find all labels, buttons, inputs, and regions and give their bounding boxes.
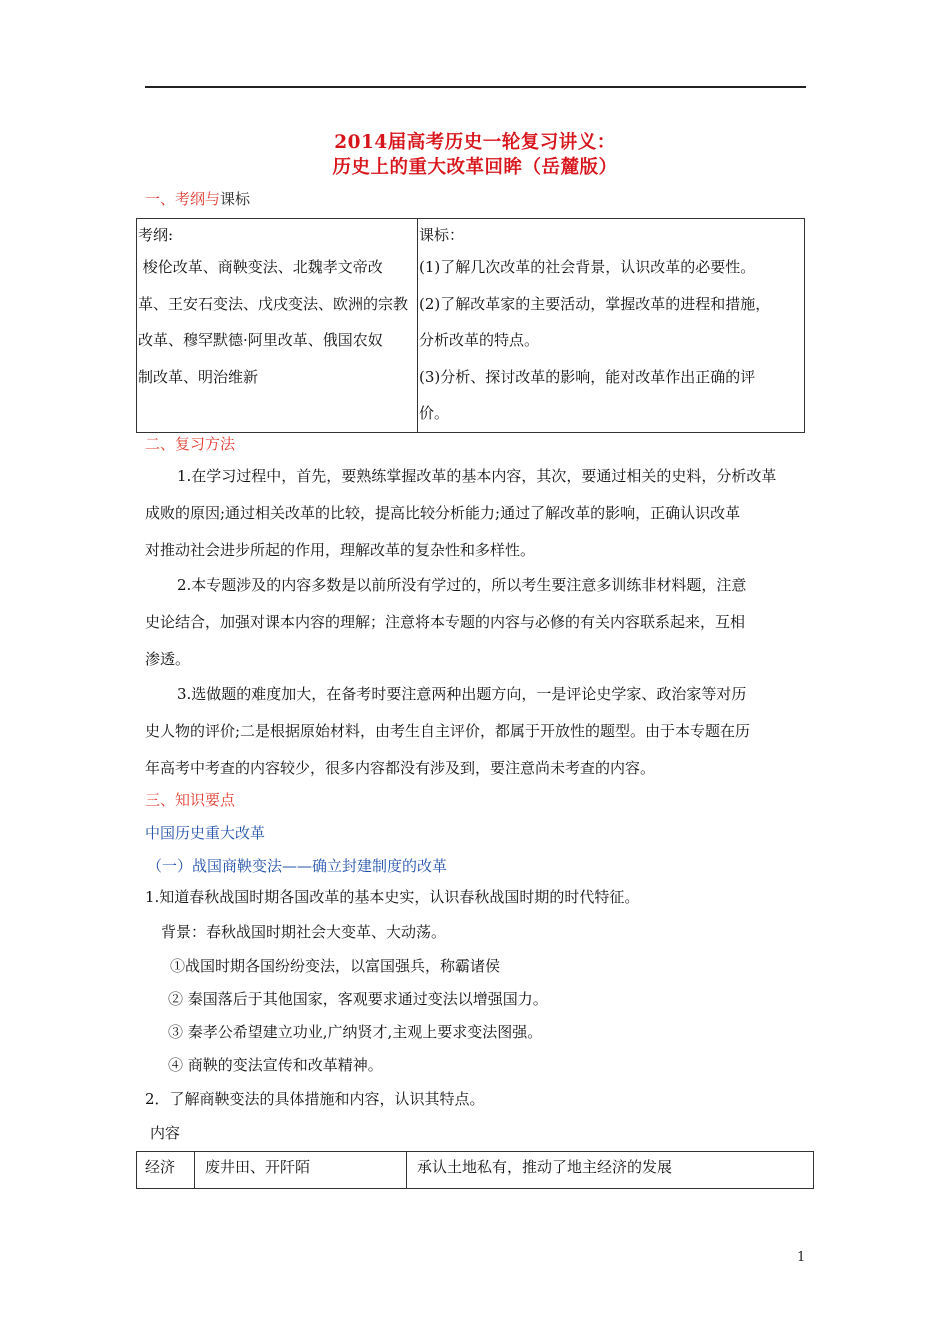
table-cell-category: 经济 <box>137 1152 195 1189</box>
table-row <box>137 1152 814 1189</box>
background-line: 背景：春秋战国时期社会大变革、大动荡。 <box>161 923 447 941</box>
method-paragraph-3 <box>145 676 807 787</box>
content-label: 内容 <box>150 1124 181 1142</box>
method-2-line: 史论结合，加强对课本内容的理解；注意将本专题的内容与必修的有关内容联系起来，互相 <box>145 613 746 631</box>
method-3-line: 3.选做题的难度加大，在备考时要注意两种出题方向，一是评论史学家、政治家等对历 <box>177 685 747 703</box>
section1-heading-red: 一、考纲与 <box>145 190 221 208</box>
method-paragraph-1 <box>145 458 807 569</box>
method-1-line: 1.在学习过程中，首先，要熟练掌握改革的基本内容，其次，要通过相关的史料，分析改革 <box>177 467 777 485</box>
page-number: 1 <box>797 1250 806 1265</box>
kebiao-label: 课标： <box>419 226 465 244</box>
background-point: ④ 商鞅的变法宣传和改革精神。 <box>168 1056 383 1074</box>
method-2-line: 2.本专题涉及的内容多数是以前所没有学过的，所以考生要注意多训练非材料题，注意 <box>177 576 747 594</box>
section3-heading: 三、知识要点 <box>145 791 236 809</box>
section1-heading-black: 课标 <box>220 190 251 208</box>
kaogang-line: 革、王安石变法、戊戌变法、欧洲的宗教 <box>138 294 409 313</box>
section3-subheading: 中国历史重大改革 <box>145 824 266 842</box>
measures-table <box>136 1151 814 1189</box>
knowledge-item-1: 1.知道春秋战国时期各国改革的基本史实，认识春秋战国时期的时代特征。 <box>145 888 640 906</box>
section1-heading <box>145 188 250 209</box>
kaogang-line: 制改革、明治维新 <box>138 367 259 386</box>
kebiao-line: (2)了解改革家的主要活动，掌握改革的进程和措施， <box>419 294 771 313</box>
section3-subsubheading: （一）战国商鞅变法——确立封建制度的改革 <box>147 857 448 875</box>
background-point: ③ 秦孝公希望建立功业,广纳贤才,主观上要求变法图强。 <box>168 1023 543 1041</box>
method-1-line: 成败的原因;通过相关改革的比较，提高比较分析能力;通过了解改革的影响，正确认识改革 <box>145 504 741 522</box>
doc-title-line2: 历史上的重大改革回眸（岳麓版） <box>332 157 618 178</box>
kebiao-line: 价。 <box>419 404 450 422</box>
kebiao-cell <box>418 219 805 433</box>
background-point: ①战国时期各国纷纷变法，以富国强兵，称霸诸侯 <box>170 957 501 975</box>
header-rule <box>145 86 806 88</box>
kebiao-line: 分析改革的特点。 <box>419 331 540 349</box>
kaogang-line: 梭伦改革、商鞅变法、北魏孝文帝改 <box>138 258 383 276</box>
kaogang-label: 考纲: <box>138 226 174 244</box>
method-1-line: 对推动社会进步所起的作用，理解改革的复杂性和多样性。 <box>145 541 536 559</box>
table-cell-effect: 承认土地私有，推动了地主经济的发展 <box>407 1152 814 1189</box>
method-2-line: 渗透。 <box>145 650 191 668</box>
background-point: ② 秦国落后于其他国家，客观要求通过变法以增强国力。 <box>168 990 548 1008</box>
doc-title-line1: 2014届高考历史一轮复习讲义： <box>334 132 616 153</box>
kebiao-line: (1)了解几次改革的社会背景，认识改革的必要性。 <box>419 258 756 276</box>
kaogang-cell <box>137 219 418 433</box>
syllabus-table <box>136 218 805 433</box>
method-3-line: 史人物的评价;二是根据原始材料，由考生自主评价，都属于开放性的题型。由于本专题在历 <box>145 722 751 740</box>
table-cell-measure: 废井田、开阡陌 <box>195 1152 407 1189</box>
knowledge-item-2: 2．了解商鞅变法的具体措施和内容，认识其特点。 <box>145 1090 485 1108</box>
method-paragraph-2 <box>145 567 807 678</box>
kaogang-line: 改革、穆罕默德·阿里改革、俄国农奴 <box>138 331 383 349</box>
kebiao-line: (3)分析、探讨改革的影响，能对改革作出正确的评 <box>419 367 756 386</box>
section2-heading: 二、复习方法 <box>145 435 236 453</box>
method-3-line: 年高考中考查的内容较少，很多内容都没有涉及到，要注意尚未考查的内容。 <box>145 759 656 777</box>
